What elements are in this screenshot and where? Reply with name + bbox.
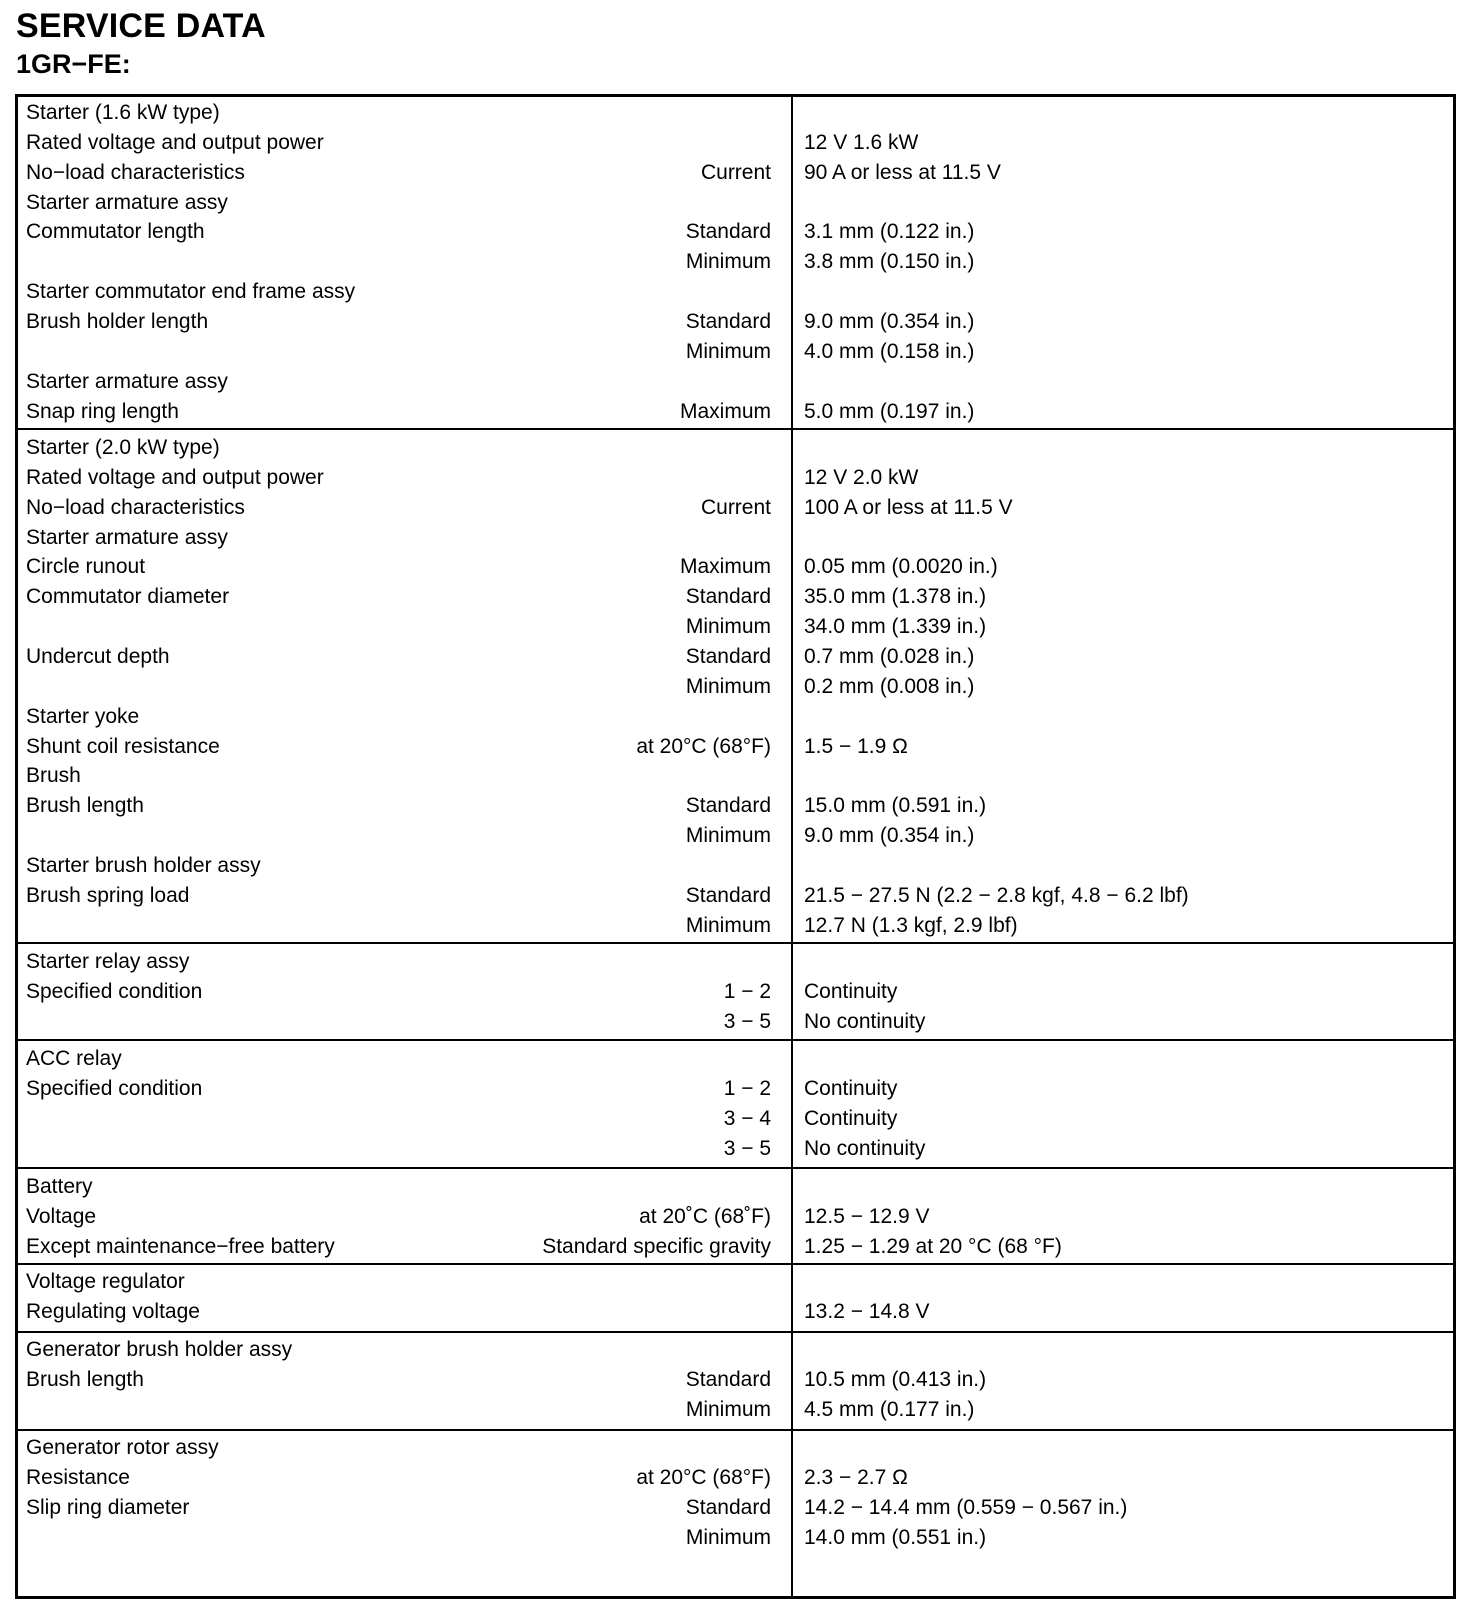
spec-row [18, 433, 1453, 464]
spec-label: Rated voltage and output power [26, 465, 324, 489]
spec-row [18, 523, 1453, 554]
spec-label: Regulating voltage [26, 1299, 200, 1323]
spec-row [18, 247, 1453, 278]
spec-value: Continuity [804, 979, 898, 1003]
spec-row [18, 463, 1453, 494]
spec-condition: Standard specific gravity [542, 1234, 771, 1258]
spec-row [18, 1395, 1453, 1426]
spec-row [18, 337, 1453, 368]
spec-row [18, 1267, 1453, 1298]
spec-row [18, 217, 1453, 248]
spec-value: 14.0 mm (0.551 in.) [804, 1525, 987, 1549]
spec-row [18, 582, 1453, 613]
spec-label: Except maintenance−free battery [26, 1234, 335, 1258]
spec-label: Commutator length [26, 220, 205, 244]
spec-row [18, 1365, 1453, 1396]
spec-condition: Standard [685, 585, 771, 609]
spec-value: 12 V 1.6 kW [804, 130, 919, 154]
spec-label: Battery [26, 1175, 93, 1198]
spec-value: Continuity [804, 1076, 898, 1100]
spec-row [18, 1297, 1453, 1328]
spec-value: 0.7 mm (0.028 in.) [804, 644, 975, 668]
spec-condition: Standard [685, 794, 771, 818]
spec-value: 3.1 mm (0.122 in.) [804, 220, 975, 244]
spec-value: 90 A or less at 11.5 V [804, 160, 1001, 184]
spec-label: ACC relay [26, 1047, 122, 1070]
engine-code-heading: 1GR−FE: [16, 49, 131, 79]
spec-value: 1.5 − 1.9 Ω [804, 734, 908, 758]
spec-row [18, 672, 1453, 703]
spec-value: 4.0 mm (0.158 in.) [804, 339, 975, 363]
spec-label: Starter armature assy [26, 525, 228, 549]
spec-row [18, 761, 1453, 792]
spec-row [18, 1074, 1453, 1105]
spec-row [18, 1463, 1453, 1494]
spec-row [18, 1007, 1453, 1038]
spec-row [18, 1044, 1453, 1075]
spec-condition: Minimum [685, 1397, 771, 1421]
spec-label: Starter armature assy [26, 369, 228, 393]
spec-condition: Maximum [679, 399, 771, 423]
spec-section [18, 1333, 1453, 1431]
spec-row [18, 1523, 1453, 1554]
spec-label: Voltage regulator [26, 1270, 185, 1293]
spec-condition: at 20˚C (68˚F) [639, 1204, 771, 1228]
spec-value: 1.25 − 1.29 at 20 °C (68 °F) [804, 1234, 1062, 1258]
spec-row [18, 188, 1453, 219]
spec-section [18, 430, 1453, 944]
spec-row [18, 851, 1453, 882]
spec-label: Circle runout [26, 555, 146, 579]
spec-value: 34.0 mm (1.339 in.) [804, 615, 987, 639]
spec-value: 12 V 2.0 kW [804, 465, 919, 489]
spec-condition: Standard [685, 644, 771, 668]
spec-condition: Minimum [685, 615, 771, 639]
spec-label: Snap ring length [26, 399, 179, 423]
spec-label: Shunt coil resistance [26, 734, 220, 758]
spec-row [18, 158, 1453, 189]
spec-section [18, 1265, 1453, 1333]
spec-condition: 1 − 2 [723, 979, 771, 1003]
spec-condition: 3 − 5 [723, 1136, 771, 1160]
spec-row [18, 977, 1453, 1008]
spec-condition: Current [700, 495, 771, 519]
spec-label: Generator brush holder assy [26, 1338, 293, 1361]
spec-condition: at 20°C (68°F) [636, 1465, 771, 1489]
spec-value: 0.05 mm (0.0020 in.) [804, 555, 998, 579]
spec-row [18, 1433, 1453, 1464]
spec-label: Specified condition [26, 979, 203, 1003]
spec-row [18, 1172, 1453, 1203]
spec-row [18, 552, 1453, 583]
spec-condition: Standard [685, 1495, 771, 1519]
spec-label: Starter brush holder assy [26, 853, 261, 877]
spec-value: 35.0 mm (1.378 in.) [804, 585, 987, 609]
spec-row [18, 1202, 1453, 1233]
spec-row [18, 1232, 1453, 1263]
spec-label: Brush length [26, 1367, 144, 1391]
spec-value: 100 A or less at 11.5 V [804, 495, 1013, 519]
spec-label: Generator rotor assy [26, 1436, 219, 1459]
spec-value: 14.2 − 14.4 mm (0.559 − 0.567 in.) [804, 1495, 1128, 1519]
spec-label: Starter relay assy [26, 950, 190, 973]
spec-row [18, 1493, 1453, 1524]
spec-row [18, 911, 1453, 942]
spec-value: 9.0 mm (0.354 in.) [804, 824, 975, 848]
spec-label: Undercut depth [26, 644, 170, 668]
spec-value: 4.5 mm (0.177 in.) [804, 1397, 975, 1421]
spec-label: Brush [26, 764, 81, 788]
spec-value: 10.5 mm (0.413 in.) [804, 1367, 987, 1391]
spec-value: No continuity [804, 1009, 926, 1033]
spec-condition: at 20°C (68°F) [636, 734, 771, 758]
spec-section [18, 97, 1453, 430]
spec-value: 21.5 − 27.5 N (2.2 − 2.8 kgf, 4.8 − 6.2 lbf) [804, 883, 1189, 907]
spec-row [18, 128, 1453, 159]
spec-row [18, 98, 1453, 129]
spec-section [18, 1169, 1453, 1265]
spec-label: Voltage [26, 1204, 97, 1228]
column-divider [791, 97, 793, 1596]
spec-value: No continuity [804, 1136, 926, 1160]
spec-section [18, 1431, 1453, 1599]
spec-value: 12.5 − 12.9 V [804, 1204, 930, 1228]
spec-label: Brush length [26, 794, 144, 818]
spec-label: Brush spring load [26, 883, 190, 907]
spec-condition: Minimum [685, 824, 771, 848]
spec-row [18, 732, 1453, 763]
spec-condition: Current [700, 160, 771, 184]
spec-label: Starter (1.6 kW type) [26, 101, 220, 124]
spec-condition: Minimum [685, 339, 771, 363]
spec-row [18, 1335, 1453, 1366]
spec-row [18, 702, 1453, 733]
spec-row [18, 821, 1453, 852]
spec-condition: Standard [685, 309, 771, 333]
spec-value: 5.0 mm (0.197 in.) [804, 399, 975, 423]
spec-label: Commutator diameter [26, 585, 230, 609]
spec-row [18, 947, 1453, 978]
spec-row [18, 881, 1453, 912]
spec-condition: Standard [685, 883, 771, 907]
spec-row [18, 493, 1453, 524]
spec-label: Starter (2.0 kW type) [26, 436, 220, 459]
spec-label: Starter commutator end frame assy [26, 280, 356, 304]
spec-label: Slip ring diameter [26, 1495, 190, 1519]
spec-row [18, 367, 1453, 398]
spec-condition: Maximum [679, 555, 771, 579]
spec-row [18, 612, 1453, 643]
spec-condition: Minimum [685, 1525, 771, 1549]
spec-condition: Standard [685, 1367, 771, 1391]
spec-section [18, 944, 1453, 1041]
spec-label: Specified condition [26, 1076, 203, 1100]
service-data-table [15, 94, 1456, 1599]
spec-section [18, 1041, 1453, 1169]
spec-value: 3.8 mm (0.150 in.) [804, 250, 975, 274]
spec-condition: Standard [685, 220, 771, 244]
spec-value: 12.7 N (1.3 kgf, 2.9 lbf) [804, 913, 1018, 937]
spec-value: 13.2 − 14.8 V [804, 1299, 930, 1323]
spec-condition: Minimum [685, 913, 771, 937]
spec-value: 9.0 mm (0.354 in.) [804, 309, 975, 333]
spec-label: No−load characteristics [26, 495, 245, 519]
spec-row [18, 642, 1453, 673]
spec-row [18, 1104, 1453, 1135]
spec-condition: 1 − 2 [723, 1076, 771, 1100]
spec-row [18, 307, 1453, 338]
spec-condition: Minimum [685, 674, 771, 698]
spec-label: Rated voltage and output power [26, 130, 324, 154]
spec-row [18, 1134, 1453, 1165]
spec-value: 0.2 mm (0.008 in.) [804, 674, 975, 698]
page-title: SERVICE DATA [16, 7, 266, 45]
spec-condition: Minimum [685, 250, 771, 274]
spec-condition: 3 − 5 [723, 1009, 771, 1033]
spec-label: Starter yoke [26, 704, 140, 728]
spec-row [18, 791, 1453, 822]
spec-value: 15.0 mm (0.591 in.) [804, 794, 987, 818]
spec-row [18, 277, 1453, 308]
spec-value: 2.3 − 2.7 Ω [804, 1465, 908, 1489]
spec-label: No−load characteristics [26, 160, 245, 184]
spec-label: Resistance [26, 1465, 130, 1489]
spec-row [18, 397, 1453, 428]
spec-value: Continuity [804, 1106, 898, 1130]
spec-condition: 3 − 4 [723, 1106, 771, 1130]
spec-label: Starter armature assy [26, 190, 228, 214]
spec-label: Brush holder length [26, 309, 209, 333]
